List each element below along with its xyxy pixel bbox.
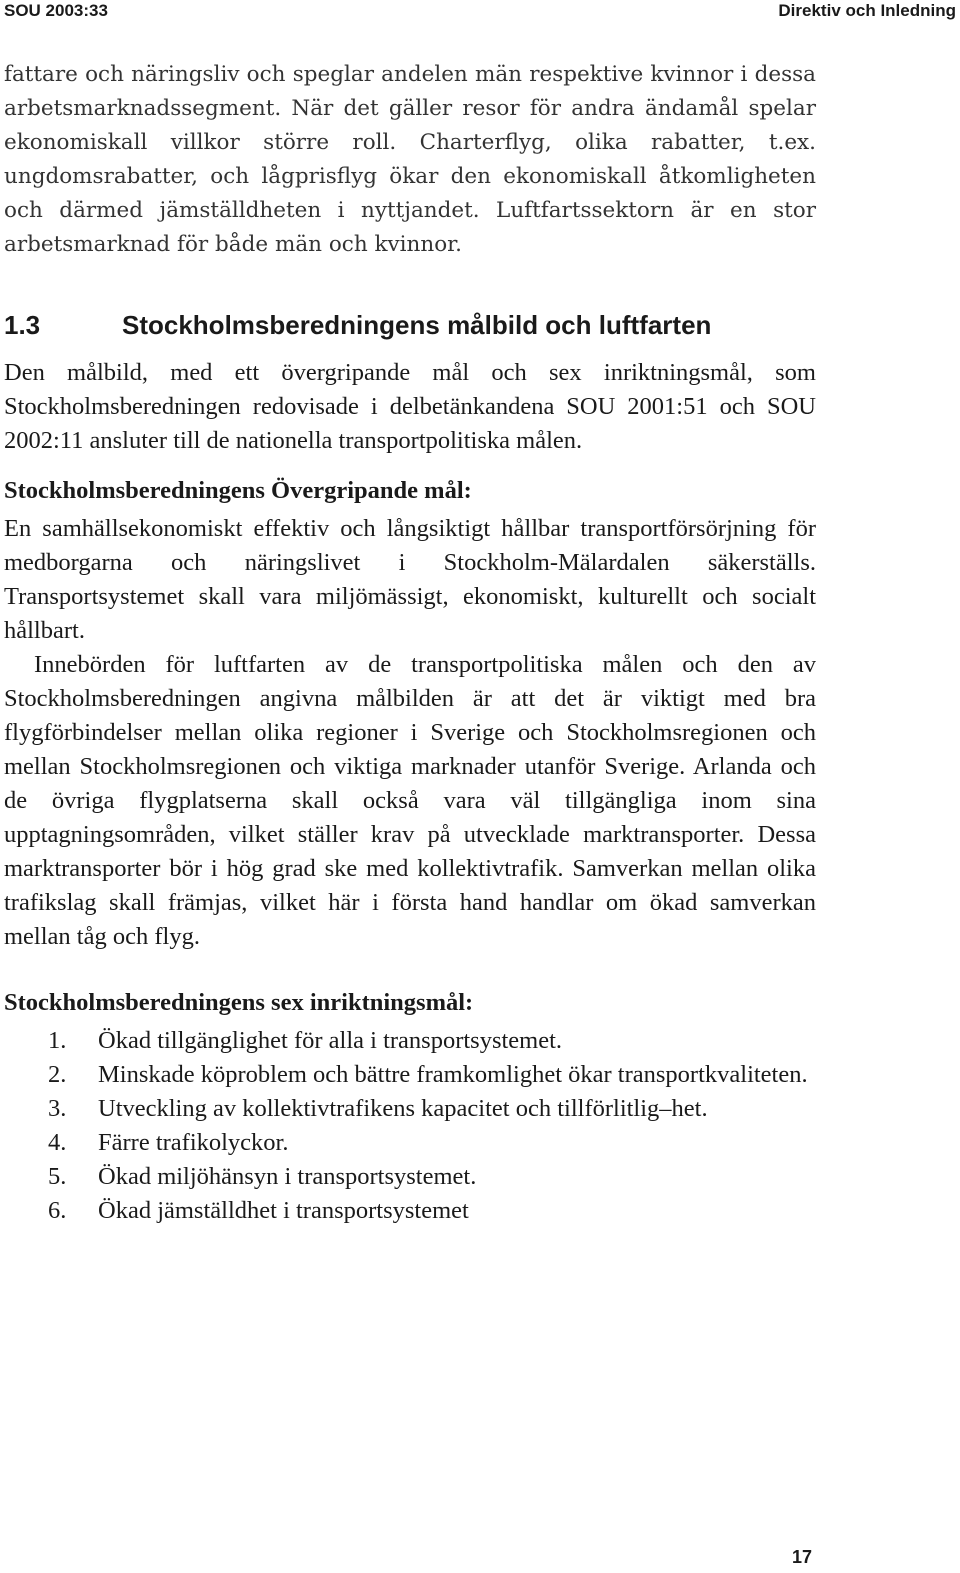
list-item-number: 5.: [48, 1163, 67, 1190]
list-item: [4, 1024, 816, 1058]
list-item: [4, 1126, 816, 1160]
list-item-text: Ökad miljöhänsyn i transportsystemet.: [98, 1163, 477, 1190]
direction-goals-heading: Stockholmsberedningens sex inriktningsmål:: [4, 989, 474, 1016]
section-title: Stockholmsberedningens målbild och luftfarten: [122, 310, 712, 340]
list-item-number: 6.: [48, 1197, 67, 1224]
section-heading: [4, 308, 816, 342]
page-number: 17: [792, 1547, 813, 1567]
direction-goals-list: [4, 1024, 816, 1228]
list-item-text: Minskade köproblem och bättre framkomlighet ökar transportkvaliteten.: [98, 1061, 808, 1088]
list-item-number: 1.: [48, 1027, 67, 1054]
list-item-number: 3.: [48, 1095, 67, 1122]
list-item: [4, 1160, 816, 1194]
section-paragraph: Den målbild, med ett övergripande mål och sex inriktningsmål, som Stockholmsberedningen redovisade i delbetänkandena SOU 2001:51 och SOU 2002:11 ansluter till de nationella transportpolitiska målen.: [4, 359, 816, 454]
list-item-text: Utveckling av kollektivtrafikens kapacitet och tillförlitlig–het.: [98, 1095, 708, 1122]
list-item-text: Färre trafikolyckor.: [98, 1129, 289, 1156]
list-item: [4, 1194, 816, 1228]
list-item-number: 2.: [48, 1061, 67, 1088]
page-body: [4, 58, 816, 1228]
list-item: [4, 1058, 816, 1092]
implication-paragraph: Innebörden för luftfarten av de transportpolitiska målen och den av Stockholmsberedningen angivna målbilden är att det är viktigt med bra flygförbindelser mellan olika regioner i Sverige och Stockholmsregionen och mellan Stockholmsregionen och viktiga marknader utanför Sverige. Arlanda och de övriga flygplatserna skall också vara väl tillgängliga inom sina upptagningsområden, vilket ställer krav på utvecklade marktransporter. Dessa marktransporter bör i hög grad ske med kollektivtrafik. Samverkan mellan olika trafikslag skall främjas, vilket här i första hand handlar om ökad samverkan mellan tåg och flyg.: [4, 651, 816, 950]
list-item: [4, 1092, 816, 1126]
overall-goal-text: En samhällsekonomiskt effektiv och långsiktigt hållbar transportförsörjning för medborgarna och näringslivet i Stockholm-Mälardalen säkerställs. Transportsystemet skall vara miljömässigt, ekonomiskt, kulturellt och socialt hållbart.: [4, 515, 816, 644]
header-chapter-title: Direktiv och Inledning: [778, 1, 956, 20]
section-number: 1.3: [4, 310, 41, 340]
overall-goal-heading: Stockholmsberedningens Övergripande mål:: [4, 477, 472, 504]
header-document-id: SOU 2003:33: [4, 1, 108, 20]
list-item-text: Ökad jämställdhet i transportsystemet: [98, 1197, 469, 1224]
list-item-text: Ökad tillgänglighet för alla i transportsystemet.: [98, 1027, 563, 1054]
list-item-number: 4.: [48, 1129, 67, 1156]
intro-paragraph: fattare och näringsliv och speglar andelen män respektive kvinnor i dessa arbetsmarknadssegment. När det gäller resor för andra ändamål spelar ekonomiskall villkor större roll. Charterflyg, olika rabatter, t.ex. ungdomsrabatter, och lågprisflyg ökar den ekonomiskall åtkomligheten och därmed jämställdheten i nyttjandet. Luftfartssektorn är en stor arbetsmarknad för både män och kvinnor.: [4, 62, 816, 257]
running-header: [4, 0, 956, 22]
